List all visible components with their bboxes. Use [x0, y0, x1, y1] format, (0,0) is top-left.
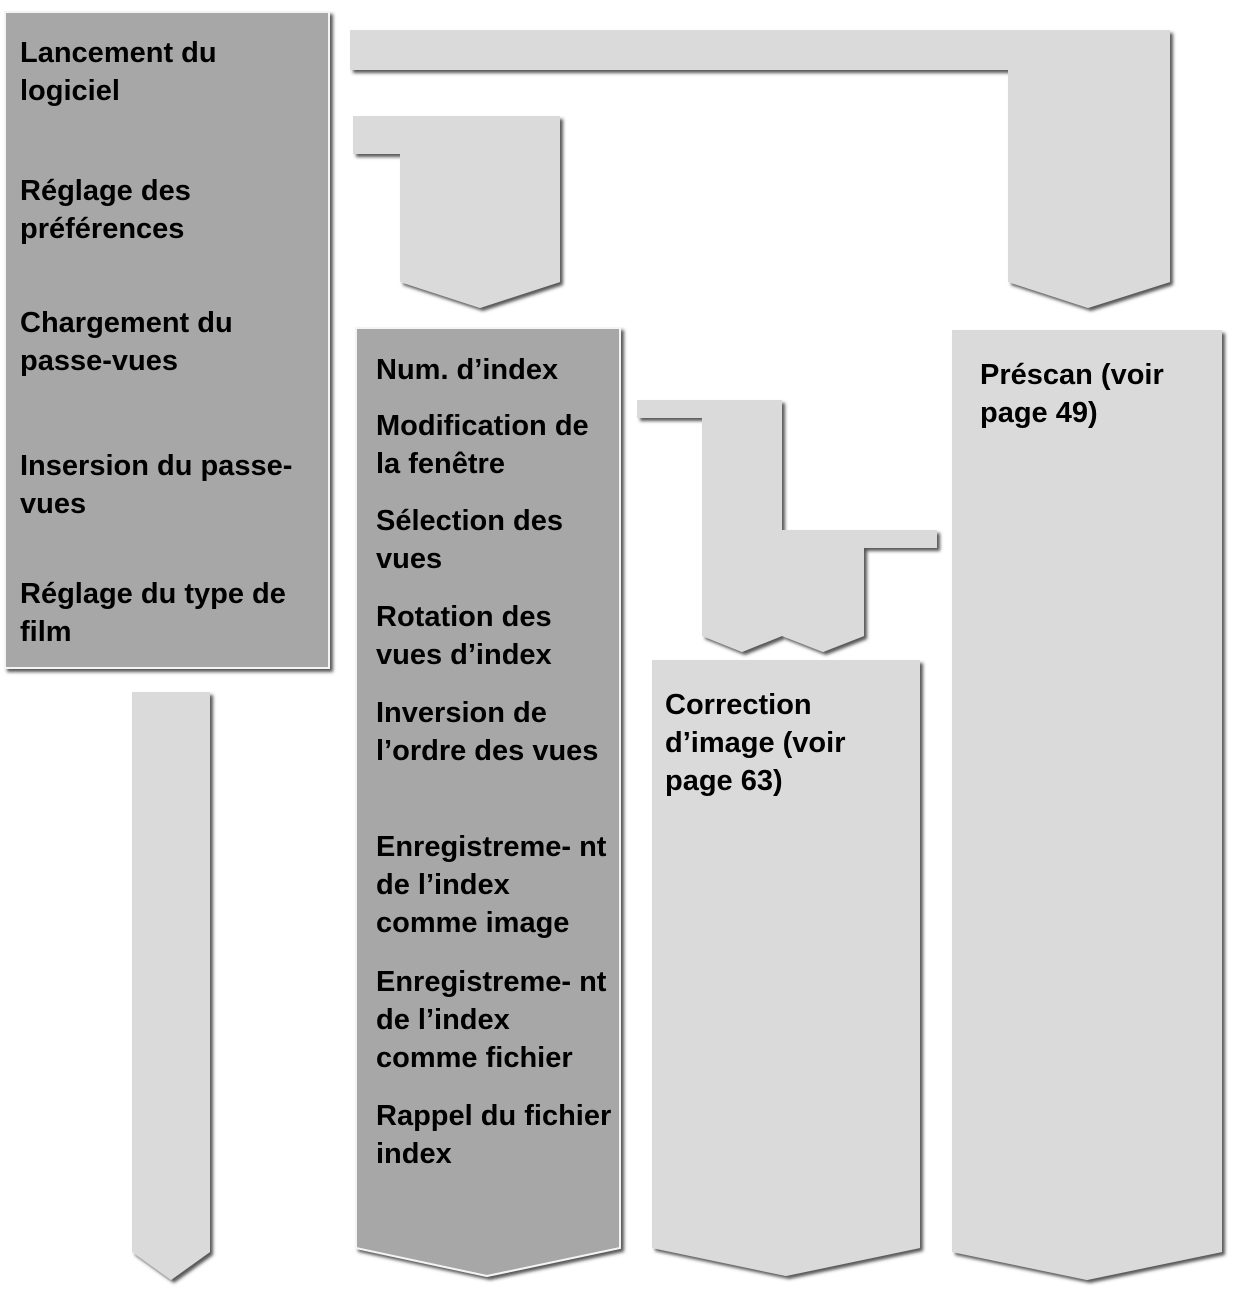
prescan-label: Préscan (voir page 49): [980, 359, 1164, 429]
step-launch-software: Lancement du logiciel: [20, 37, 217, 107]
prescan-column: [952, 330, 1222, 1280]
index-item-save-image: Enregistreme- nt de l’index comme image: [376, 831, 607, 939]
correction-connector-right: [782, 530, 937, 652]
index-item-window: Modification de la fenêtre: [376, 410, 589, 480]
step-insert-holder: Insersion du passe-vues: [20, 450, 293, 520]
index-item-rotate: Rotation des vues d’index: [376, 601, 552, 671]
correction-label: Correction d’image (voir page 63): [665, 689, 846, 797]
left-down-arrow: [132, 692, 210, 1280]
index-item-save-file: Enregistreme- nt de l’index comme fichier: [376, 966, 607, 1074]
step-load-holder: Chargement du passe-vues: [20, 307, 233, 377]
index-item-recall: Rappel du fichier index: [376, 1100, 612, 1170]
index-item-select: Sélection des vues: [376, 505, 563, 575]
step-preferences: Réglage des préférences: [20, 175, 191, 245]
index-connector-arrow: [353, 116, 560, 308]
index-item-reverse: Inversion de l’ordre des vues: [376, 697, 599, 767]
step-film-type: Réglage du type de film: [20, 578, 286, 648]
index-item-number: Num. d’index: [376, 354, 559, 386]
correction-connector-left: [637, 400, 782, 652]
